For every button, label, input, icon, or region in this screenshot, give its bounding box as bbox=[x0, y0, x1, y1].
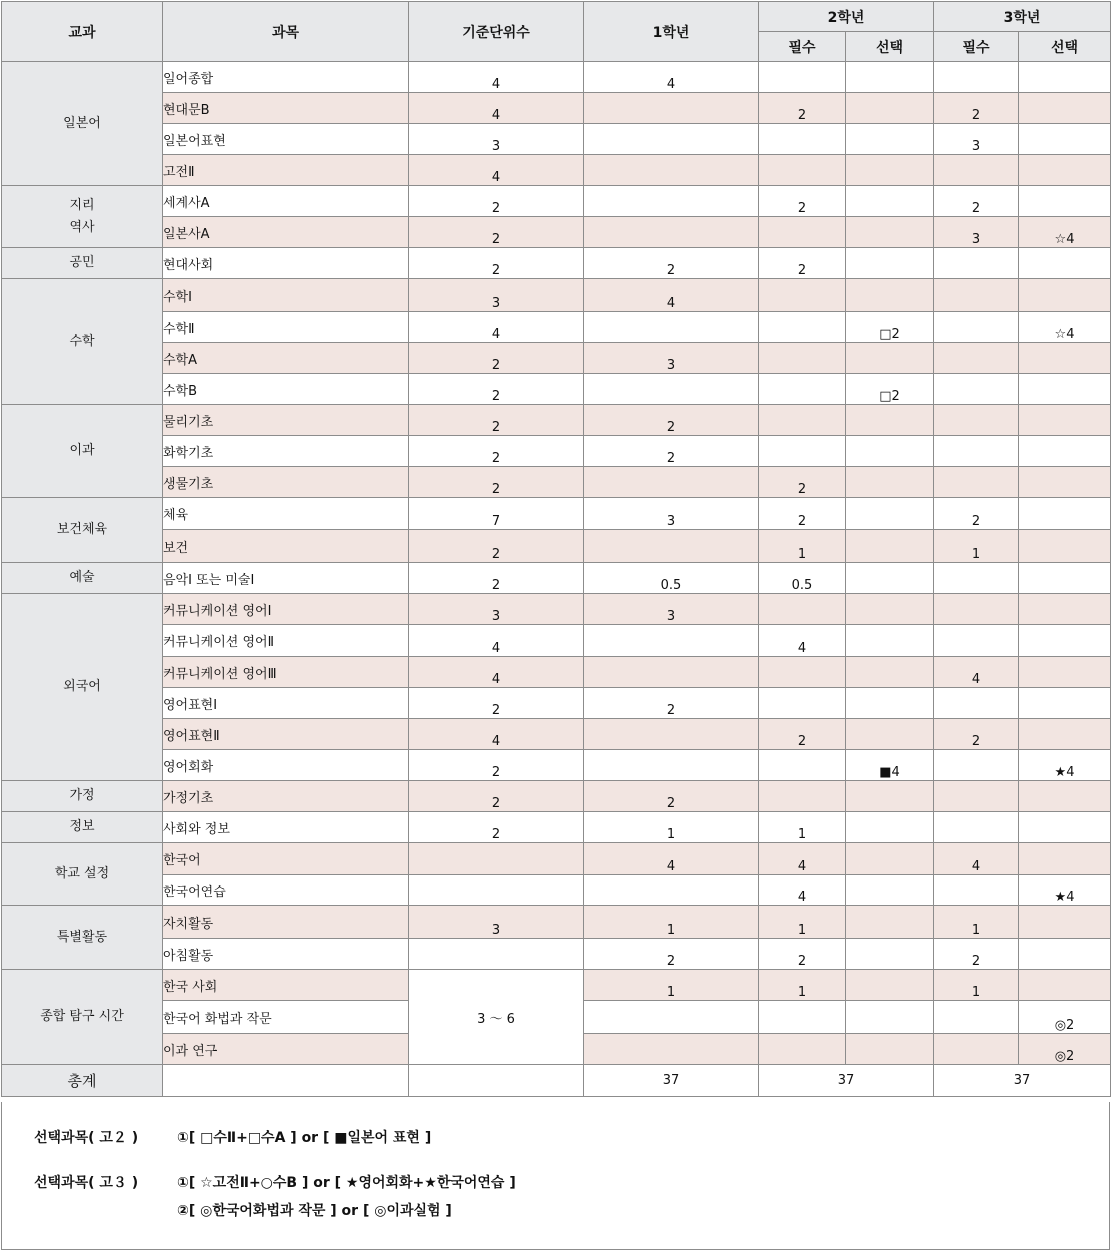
grade3-elective-cell bbox=[1019, 843, 1111, 875]
grade3-elective-cell: ◎2 bbox=[1019, 1001, 1111, 1034]
grade3-required-cell: 2 bbox=[934, 719, 1019, 750]
subject-cell: 종합 탐구 시간 bbox=[2, 970, 163, 1065]
grade3-elective-cell bbox=[1019, 625, 1111, 657]
grade2-required-cell bbox=[759, 1034, 846, 1065]
units-cell: 2 bbox=[409, 405, 584, 436]
grade3-required-cell bbox=[934, 750, 1019, 781]
grade2-elective-cell bbox=[846, 124, 934, 155]
units-cell: 2 bbox=[409, 436, 584, 467]
grade1-cell: 2 bbox=[584, 939, 759, 970]
subject-cell: 특별활동 bbox=[2, 906, 163, 970]
course-cell: 한국어 화법과 작문 bbox=[163, 1001, 409, 1034]
grade3-elective-cell bbox=[1019, 279, 1111, 312]
table-row bbox=[2, 719, 1111, 750]
subject-cell: 정보 bbox=[2, 812, 163, 843]
header-units: 기준단위수 bbox=[409, 2, 584, 62]
total-units-empty bbox=[409, 1065, 584, 1097]
course-cell: 아침활동 bbox=[163, 939, 409, 970]
grade2-elective-cell: □2 bbox=[846, 374, 934, 405]
grade2-required-cell: 2 bbox=[759, 186, 846, 217]
table-row bbox=[2, 594, 1111, 625]
course-cell: 이과 연구 bbox=[163, 1034, 409, 1065]
grade3-required-cell bbox=[934, 62, 1019, 93]
grade3-required-cell bbox=[934, 374, 1019, 405]
grade3-required-cell bbox=[934, 248, 1019, 279]
note-label-grade3: 선택과목( 고３ ) bbox=[34, 1175, 139, 1191]
units-cell: 2 bbox=[409, 374, 584, 405]
course-cell: 화학기초 bbox=[163, 436, 409, 467]
grade1-cell: 1 bbox=[584, 970, 759, 1001]
course-cell: 가정기초 bbox=[163, 781, 409, 812]
grade2-elective-cell bbox=[846, 939, 934, 970]
units-cell: 3 ～ 6 bbox=[409, 970, 584, 1065]
grade2-elective-cell bbox=[846, 343, 934, 374]
grade2-required-cell: 2 bbox=[759, 939, 846, 970]
header-subject: 교과 bbox=[2, 2, 163, 62]
note-text-grade3-1: ①[ ☆고전Ⅱ+○수B ] or [ ★영어회화+★한국어연습 ] bbox=[177, 1175, 516, 1191]
course-cell: 수학B bbox=[163, 374, 409, 405]
grade2-required-cell: 2 bbox=[759, 719, 846, 750]
course-cell: 영어표현Ⅱ bbox=[163, 719, 409, 750]
grade2-elective-cell bbox=[846, 594, 934, 625]
course-cell: 커뮤니케이션 영어Ⅱ bbox=[163, 625, 409, 657]
grade2-required-cell: 2 bbox=[759, 467, 846, 498]
grade2-required-cell bbox=[759, 405, 846, 436]
grade2-required-cell bbox=[759, 124, 846, 155]
grade2-required-cell: 1 bbox=[759, 970, 846, 1001]
grade3-elective-cell bbox=[1019, 186, 1111, 217]
grade1-cell: 4 bbox=[584, 62, 759, 93]
grade2-required-cell bbox=[759, 594, 846, 625]
table-row bbox=[2, 248, 1111, 279]
grade3-elective-cell bbox=[1019, 467, 1111, 498]
grade1-cell bbox=[584, 93, 759, 124]
grade3-elective-cell bbox=[1019, 657, 1111, 688]
grade3-required-cell: 2 bbox=[934, 93, 1019, 124]
header-grade3-required: 필수 bbox=[934, 32, 1019, 62]
grade2-required-cell: 4 bbox=[759, 625, 846, 657]
subject-cell: 보건체육 bbox=[2, 498, 163, 563]
units-cell: 4 bbox=[409, 155, 584, 186]
units-cell bbox=[409, 939, 584, 970]
table-row bbox=[2, 217, 1111, 248]
grade1-cell bbox=[584, 217, 759, 248]
units-cell: 4 bbox=[409, 93, 584, 124]
grade1-cell bbox=[584, 750, 759, 781]
units-cell: 4 bbox=[409, 62, 584, 93]
units-cell: 2 bbox=[409, 530, 584, 563]
total-row bbox=[2, 1065, 1111, 1097]
units-cell: 4 bbox=[409, 719, 584, 750]
header-grade1: 1학년 bbox=[584, 2, 759, 62]
subject-cell: 지리 역사 bbox=[2, 186, 163, 248]
units-cell: 4 bbox=[409, 312, 584, 343]
subject-cell: 수학 bbox=[2, 279, 163, 405]
grade2-required-cell: 2 bbox=[759, 93, 846, 124]
grade1-cell bbox=[584, 312, 759, 343]
grade1-cell: 4 bbox=[584, 843, 759, 875]
grade3-required-cell: 3 bbox=[934, 124, 1019, 155]
course-cell: 생물기초 bbox=[163, 467, 409, 498]
grade3-elective-cell: ◎2 bbox=[1019, 1034, 1111, 1065]
course-cell: 세계사A bbox=[163, 186, 409, 217]
subject-cell: 공민 bbox=[2, 248, 163, 279]
header-grade2-elective: 선택 bbox=[846, 32, 934, 62]
units-cell: 7 bbox=[409, 498, 584, 530]
grade3-required-cell bbox=[934, 467, 1019, 498]
course-cell: 물리기초 bbox=[163, 405, 409, 436]
grade2-required-cell bbox=[759, 279, 846, 312]
grade2-required-cell: 1 bbox=[759, 812, 846, 843]
grade2-required-cell: 2 bbox=[759, 498, 846, 530]
grade2-elective-cell bbox=[846, 688, 934, 719]
units-cell: 3 bbox=[409, 279, 584, 312]
grade3-required-cell bbox=[934, 405, 1019, 436]
grade2-elective-cell bbox=[846, 248, 934, 279]
course-cell: 일본어표현 bbox=[163, 124, 409, 155]
total-g1: 37 bbox=[584, 1065, 759, 1097]
grade2-elective-cell: ■4 bbox=[846, 750, 934, 781]
table-row bbox=[2, 781, 1111, 812]
grade2-elective-cell bbox=[846, 625, 934, 657]
grade1-cell bbox=[584, 1001, 759, 1034]
grade1-cell bbox=[584, 719, 759, 750]
course-cell: 일본사A bbox=[163, 217, 409, 248]
grade3-elective-cell: ★4 bbox=[1019, 875, 1111, 906]
units-cell: 2 bbox=[409, 217, 584, 248]
grade2-elective-cell bbox=[846, 62, 934, 93]
grade2-elective-cell bbox=[846, 498, 934, 530]
course-cell: 사회와 정보 bbox=[163, 812, 409, 843]
grade2-elective-cell bbox=[846, 436, 934, 467]
grade3-elective-cell bbox=[1019, 939, 1111, 970]
units-cell: 4 bbox=[409, 625, 584, 657]
curriculum-table bbox=[1, 1, 1111, 1097]
course-cell: 커뮤니케이션 영어Ⅲ bbox=[163, 657, 409, 688]
course-cell: 수학A bbox=[163, 343, 409, 374]
table-row bbox=[2, 657, 1111, 688]
grade2-elective-cell: □2 bbox=[846, 312, 934, 343]
subject-cell: 이과 bbox=[2, 405, 163, 498]
grade3-elective-cell bbox=[1019, 155, 1111, 186]
grade3-elective-cell bbox=[1019, 498, 1111, 530]
table-row bbox=[2, 467, 1111, 498]
grade3-required-cell bbox=[934, 343, 1019, 374]
grade2-elective-cell bbox=[846, 1001, 934, 1034]
grade2-required-cell bbox=[759, 343, 846, 374]
grade3-required-cell bbox=[934, 812, 1019, 843]
units-cell: 3 bbox=[409, 594, 584, 625]
table-row bbox=[2, 124, 1111, 155]
grade3-elective-cell bbox=[1019, 405, 1111, 436]
grade3-elective-cell bbox=[1019, 343, 1111, 374]
subject-cell: 일본어 bbox=[2, 62, 163, 186]
table-row bbox=[2, 374, 1111, 405]
grade2-elective-cell bbox=[846, 467, 934, 498]
grade1-cell: 4 bbox=[584, 279, 759, 312]
course-cell: 한국 사회 bbox=[163, 970, 409, 1001]
grade2-elective-cell bbox=[846, 217, 934, 248]
grade3-required-cell bbox=[934, 1034, 1019, 1065]
table-row bbox=[2, 939, 1111, 970]
grade2-required-cell: 4 bbox=[759, 843, 846, 875]
course-cell: 고전Ⅱ bbox=[163, 155, 409, 186]
grade2-required-cell bbox=[759, 374, 846, 405]
table-row bbox=[2, 563, 1111, 594]
subject-cell: 예술 bbox=[2, 563, 163, 594]
grade2-required-cell: 1 bbox=[759, 530, 846, 563]
grade3-elective-cell bbox=[1019, 781, 1111, 812]
table-row bbox=[2, 186, 1111, 217]
grade3-elective-cell bbox=[1019, 812, 1111, 843]
grade3-elective-cell bbox=[1019, 248, 1111, 279]
grade3-required-cell: 2 bbox=[934, 498, 1019, 530]
grade3-required-cell: 4 bbox=[934, 657, 1019, 688]
grade3-required-cell: 2 bbox=[934, 186, 1019, 217]
table-row bbox=[2, 343, 1111, 374]
grade1-cell: 1 bbox=[584, 812, 759, 843]
grade2-elective-cell bbox=[846, 781, 934, 812]
course-cell: 보건 bbox=[163, 530, 409, 563]
grade1-cell bbox=[584, 374, 759, 405]
grade2-elective-cell bbox=[846, 279, 934, 312]
grade2-required-cell bbox=[759, 436, 846, 467]
grade3-required-cell bbox=[934, 312, 1019, 343]
elective-notes bbox=[1, 1102, 1110, 1250]
table-row bbox=[2, 625, 1111, 657]
total-g2: 37 bbox=[759, 1065, 934, 1097]
table-row bbox=[2, 155, 1111, 186]
grade3-elective-cell bbox=[1019, 594, 1111, 625]
grade3-elective-cell bbox=[1019, 124, 1111, 155]
grade1-cell: 2 bbox=[584, 405, 759, 436]
grade3-required-cell bbox=[934, 688, 1019, 719]
grade3-required-cell bbox=[934, 781, 1019, 812]
units-cell: 2 bbox=[409, 688, 584, 719]
note-text-grade3-2: ②[ ◎한국어화법과 작문 ] or [ ◎이과실험 ] bbox=[177, 1203, 452, 1219]
grade3-elective-cell bbox=[1019, 62, 1111, 93]
course-cell: 현대사회 bbox=[163, 248, 409, 279]
header-grade2: 2학년 bbox=[759, 2, 934, 32]
subject-cell: 외국어 bbox=[2, 594, 163, 781]
grade1-cell bbox=[584, 1034, 759, 1065]
header-grade3-elective: 선택 bbox=[1019, 32, 1111, 62]
course-cell: 커뮤니케이션 영어Ⅰ bbox=[163, 594, 409, 625]
course-cell: 체육 bbox=[163, 498, 409, 530]
grade2-elective-cell bbox=[846, 155, 934, 186]
grade2-required-cell bbox=[759, 688, 846, 719]
grade3-elective-cell: ★4 bbox=[1019, 750, 1111, 781]
table-row bbox=[2, 279, 1111, 312]
grade1-cell bbox=[584, 467, 759, 498]
grade2-required-cell bbox=[759, 781, 846, 812]
grade1-cell: 3 bbox=[584, 594, 759, 625]
grade1-cell bbox=[584, 530, 759, 563]
grade1-cell: 3 bbox=[584, 343, 759, 374]
header-grade2-required: 필수 bbox=[759, 32, 846, 62]
grade2-elective-cell bbox=[846, 812, 934, 843]
grade3-elective-cell bbox=[1019, 563, 1111, 594]
units-cell: 2 bbox=[409, 563, 584, 594]
grade3-elective-cell bbox=[1019, 530, 1111, 563]
grade3-required-cell bbox=[934, 155, 1019, 186]
course-cell: 현대문B bbox=[163, 93, 409, 124]
subject-cell: 가정 bbox=[2, 781, 163, 812]
units-cell: 3 bbox=[409, 124, 584, 155]
course-cell: 일어종합 bbox=[163, 62, 409, 93]
units-cell bbox=[409, 875, 584, 906]
grade2-elective-cell bbox=[846, 405, 934, 436]
table-row bbox=[2, 436, 1111, 467]
grade1-cell bbox=[584, 155, 759, 186]
grade3-required-cell bbox=[934, 594, 1019, 625]
grade3-required-cell bbox=[934, 625, 1019, 657]
units-cell bbox=[409, 843, 584, 875]
header-course: 과목 bbox=[163, 2, 409, 62]
note-label-grade2: 선택과목( 고２ ) bbox=[34, 1130, 139, 1146]
grade1-cell: 2 bbox=[584, 248, 759, 279]
table-row bbox=[2, 62, 1111, 93]
grade3-required-cell: 3 bbox=[934, 217, 1019, 248]
grade1-cell bbox=[584, 657, 759, 688]
grade2-elective-cell bbox=[846, 563, 934, 594]
table-row bbox=[2, 530, 1111, 563]
grade2-required-cell bbox=[759, 1001, 846, 1034]
grade3-elective-cell bbox=[1019, 906, 1111, 939]
units-cell: 2 bbox=[409, 343, 584, 374]
grade3-required-cell bbox=[934, 436, 1019, 467]
grade2-elective-cell bbox=[846, 186, 934, 217]
grade3-required-cell: 2 bbox=[934, 939, 1019, 970]
units-cell: 2 bbox=[409, 248, 584, 279]
grade2-required-cell: 2 bbox=[759, 248, 846, 279]
grade2-elective-cell bbox=[846, 906, 934, 939]
grade2-elective-cell bbox=[846, 719, 934, 750]
grade1-cell: 2 bbox=[584, 781, 759, 812]
grade2-elective-cell bbox=[846, 843, 934, 875]
grade2-required-cell: 0.5 bbox=[759, 563, 846, 594]
table-row bbox=[2, 875, 1111, 906]
table-body bbox=[2, 62, 1111, 1097]
grade3-required-cell: 1 bbox=[934, 970, 1019, 1001]
course-cell: 한국어연습 bbox=[163, 875, 409, 906]
grade2-elective-cell bbox=[846, 1034, 934, 1065]
grade1-cell: 2 bbox=[584, 688, 759, 719]
course-cell: 자치활동 bbox=[163, 906, 409, 939]
grade1-cell: 3 bbox=[584, 498, 759, 530]
grade2-required-cell: 1 bbox=[759, 906, 846, 939]
table-row bbox=[2, 405, 1111, 436]
units-cell: 2 bbox=[409, 750, 584, 781]
units-cell: 2 bbox=[409, 812, 584, 843]
course-cell: 수학Ⅱ bbox=[163, 312, 409, 343]
grade2-required-cell: 4 bbox=[759, 875, 846, 906]
total-course-empty bbox=[163, 1065, 409, 1097]
grade2-elective-cell bbox=[846, 657, 934, 688]
course-cell: 영어표현Ⅰ bbox=[163, 688, 409, 719]
grade3-required-cell bbox=[934, 563, 1019, 594]
grade3-required-cell bbox=[934, 875, 1019, 906]
table-row bbox=[2, 498, 1111, 530]
total-label: 총계 bbox=[2, 1065, 163, 1097]
grade2-required-cell bbox=[759, 750, 846, 781]
grade2-elective-cell bbox=[846, 970, 934, 1001]
grade1-cell bbox=[584, 625, 759, 657]
grade1-cell: 0.5 bbox=[584, 563, 759, 594]
grade2-required-cell bbox=[759, 217, 846, 248]
table-row bbox=[2, 970, 1111, 1001]
course-cell: 영어회화 bbox=[163, 750, 409, 781]
grade2-elective-cell bbox=[846, 530, 934, 563]
grade3-elective-cell: ☆4 bbox=[1019, 312, 1111, 343]
table-row bbox=[2, 312, 1111, 343]
course-cell: 음악Ⅰ 또는 미술Ⅰ bbox=[163, 563, 409, 594]
grade3-required-cell: 4 bbox=[934, 843, 1019, 875]
grade1-cell bbox=[584, 124, 759, 155]
units-cell: 4 bbox=[409, 657, 584, 688]
grade3-required-cell bbox=[934, 1001, 1019, 1034]
grade1-cell: 2 bbox=[584, 436, 759, 467]
grade3-elective-cell bbox=[1019, 436, 1111, 467]
total-g3: 37 bbox=[934, 1065, 1111, 1097]
course-cell: 수학Ⅰ bbox=[163, 279, 409, 312]
grade3-elective-cell: ☆4 bbox=[1019, 217, 1111, 248]
grade3-elective-cell bbox=[1019, 688, 1111, 719]
table-row bbox=[2, 906, 1111, 939]
units-cell: 2 bbox=[409, 781, 584, 812]
grade3-required-cell: 1 bbox=[934, 906, 1019, 939]
grade3-elective-cell bbox=[1019, 374, 1111, 405]
grade2-required-cell bbox=[759, 62, 846, 93]
table-row bbox=[2, 843, 1111, 875]
grade3-elective-cell bbox=[1019, 93, 1111, 124]
grade2-required-cell bbox=[759, 155, 846, 186]
grade2-elective-cell bbox=[846, 875, 934, 906]
subject-cell: 학교 설정 bbox=[2, 843, 163, 906]
grade2-required-cell bbox=[759, 657, 846, 688]
grade3-elective-cell bbox=[1019, 719, 1111, 750]
grade3-elective-cell bbox=[1019, 970, 1111, 1001]
units-cell: 2 bbox=[409, 186, 584, 217]
course-cell: 한국어 bbox=[163, 843, 409, 875]
table-row bbox=[2, 93, 1111, 124]
note-text-grade2: ①[ □수Ⅱ+□수A ] or [ ■일본어 표현 ] bbox=[177, 1130, 432, 1146]
grade1-cell: 1 bbox=[584, 906, 759, 939]
grade1-cell bbox=[584, 875, 759, 906]
units-cell: 2 bbox=[409, 467, 584, 498]
units-cell: 3 bbox=[409, 906, 584, 939]
grade2-required-cell bbox=[759, 312, 846, 343]
grade3-required-cell: 1 bbox=[934, 530, 1019, 563]
table-row bbox=[2, 812, 1111, 843]
grade3-required-cell bbox=[934, 279, 1019, 312]
grade2-elective-cell bbox=[846, 93, 934, 124]
table-row bbox=[2, 688, 1111, 719]
header-grade3: 3학년 bbox=[934, 2, 1111, 32]
grade1-cell bbox=[584, 186, 759, 217]
table-row bbox=[2, 750, 1111, 781]
